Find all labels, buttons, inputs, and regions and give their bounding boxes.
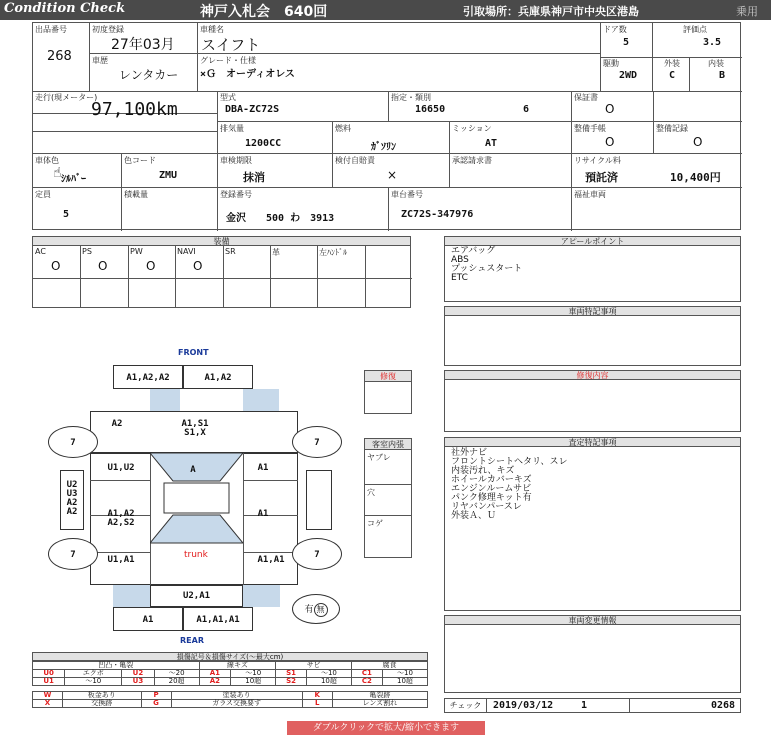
equipment-label-0: AC bbox=[35, 247, 46, 256]
grade: ×Ｇ オーディオレス bbox=[200, 69, 295, 80]
legend-cell: A1 bbox=[199, 670, 231, 678]
rear-bumper-right: A1,A1,A1 bbox=[183, 607, 253, 631]
mileage: 97,100km bbox=[91, 99, 178, 120]
assessment-title: 査定特記事項 bbox=[444, 437, 741, 447]
assessment-line: 内装汚れ、キズ bbox=[451, 466, 515, 476]
check-code: 0268 bbox=[711, 700, 736, 711]
legend-cell: C1 bbox=[351, 670, 382, 678]
legend-cell: ～20 bbox=[154, 670, 199, 678]
model-label: 型式 bbox=[220, 93, 236, 102]
zoom-hint-button[interactable]: ダブルクリックで拡大/縮小できます bbox=[287, 721, 485, 735]
drive-label: 駆動 bbox=[603, 59, 619, 68]
quarter-left: U1,A1 bbox=[107, 555, 135, 565]
legend-cell: エクボ bbox=[65, 670, 122, 678]
legend-cell: 10超 bbox=[306, 678, 351, 686]
special-notes-box bbox=[444, 306, 741, 366]
equipment-value-0: O bbox=[51, 259, 61, 273]
front-fender-left: U1,U2 bbox=[107, 463, 135, 473]
auction-title: 神戸入札会 640回 bbox=[200, 4, 328, 20]
capacity-label: 定員 bbox=[35, 190, 51, 199]
lot-number: 268 bbox=[47, 49, 72, 64]
pickup-location: 引取場所：兵庫県神戸市中央区港島 bbox=[463, 5, 639, 18]
mileage-label: 走行(現メーター) bbox=[35, 93, 98, 102]
legend-bottom-cell: G bbox=[141, 700, 171, 708]
equipment-value-1: O bbox=[98, 259, 108, 273]
taillight-right bbox=[243, 585, 280, 607]
legend-bottom-cell: 板金あり bbox=[63, 692, 142, 700]
check-label: チェック bbox=[445, 699, 487, 712]
tire-rear-left: 7 bbox=[48, 538, 98, 570]
tire-rear-right: 7 bbox=[292, 538, 342, 570]
front-door-left: A1,A2 A2,S2 bbox=[107, 509, 135, 528]
appeal-line: プッシュスタート bbox=[451, 264, 523, 274]
equipment-label-1: PS bbox=[82, 247, 92, 256]
windshield: A bbox=[190, 465, 196, 475]
legend-group: サビ bbox=[276, 662, 352, 670]
legend-cell: A2 bbox=[199, 678, 231, 686]
grade-label: グレード・仕様 bbox=[200, 56, 256, 65]
legend-bottom-cell: W bbox=[33, 692, 63, 700]
plate: 金沢 500 わ 3913 bbox=[226, 213, 335, 224]
load-label: 積載量 bbox=[124, 190, 148, 199]
legend-cell: 10超 bbox=[382, 678, 427, 686]
history: レンタカー bbox=[119, 68, 179, 82]
equipment-label-4: SR bbox=[225, 247, 236, 256]
first-reg-label: 初度登録 bbox=[92, 25, 124, 34]
warranty-label: 保証書 bbox=[574, 93, 598, 102]
front-bumper-right: A1,A2 bbox=[183, 365, 253, 389]
appeal-line: ETC bbox=[451, 273, 468, 283]
exterior-label: 外装 bbox=[664, 59, 680, 68]
fuel: ｶﾞｿﾘﾝ bbox=[371, 142, 396, 153]
interior-tear: ヤブレ bbox=[367, 453, 391, 462]
legend-cell: 10超 bbox=[231, 678, 276, 686]
legend-bottom-table bbox=[32, 691, 428, 708]
chassis-label: 車台番号 bbox=[391, 190, 423, 199]
color: ｼﾙﾊﾞｰ bbox=[61, 174, 86, 185]
rear-bumper-left: A1 bbox=[113, 607, 183, 631]
legend-cell: U0 bbox=[33, 670, 65, 678]
legend-group: 凹凸・亀裂 bbox=[33, 662, 200, 670]
fuel-label: 燃料 bbox=[335, 124, 351, 133]
assessment-line: リヤバンパースレ bbox=[451, 502, 522, 512]
interior-condition-box bbox=[364, 438, 412, 558]
check-row bbox=[444, 698, 741, 713]
legend-cell: ～10 bbox=[231, 670, 276, 678]
displacement: 1200CC bbox=[245, 138, 282, 149]
recycle-label: リサイクル料 bbox=[574, 156, 621, 165]
transmission-label: ミッション bbox=[452, 124, 492, 133]
legend-bottom-cell: 塗装あり bbox=[171, 692, 302, 700]
transmission: AT bbox=[485, 138, 498, 149]
inspection: 抹消 bbox=[243, 171, 265, 184]
front-fender-right: A1 bbox=[257, 463, 269, 473]
history-label: 車歴 bbox=[92, 56, 108, 65]
equipment-value-2: O bbox=[146, 259, 156, 273]
color-code: ZMU bbox=[159, 170, 178, 181]
side-right bbox=[306, 470, 332, 530]
doors: 5 bbox=[623, 37, 630, 48]
legend-cell: U1 bbox=[33, 678, 65, 686]
designation-label: 指定・類別 bbox=[391, 93, 431, 102]
doors-label: ドア数 bbox=[603, 25, 627, 34]
exterior-grade: C bbox=[669, 70, 676, 81]
spare-tire-indicator bbox=[292, 594, 340, 624]
chassis: ZC72S-347976 bbox=[401, 209, 474, 220]
recycle-fee: 10,400円 bbox=[670, 171, 721, 184]
appeal-box bbox=[444, 236, 741, 302]
front-bumper-left: A1,A2,A2 bbox=[113, 365, 183, 389]
spare-absent: 無 bbox=[314, 603, 328, 617]
change-info-box bbox=[444, 615, 741, 693]
legend-bottom-cell: X bbox=[33, 700, 63, 708]
hood-left: A2 bbox=[111, 419, 123, 429]
hood: A1,S1 S1,X bbox=[181, 419, 209, 438]
equipment-value-3: O bbox=[193, 259, 203, 273]
car-diagram bbox=[40, 340, 360, 650]
equipment-table bbox=[32, 236, 411, 308]
legend-bottom-cell: K bbox=[302, 692, 332, 700]
front-label: FRONT bbox=[178, 348, 209, 357]
repair-side-label: 修復 bbox=[364, 370, 412, 382]
legend-cell: U2 bbox=[122, 670, 154, 678]
auto-tax: × bbox=[387, 168, 398, 182]
equipment-label-2: PW bbox=[130, 247, 143, 256]
tire-front-right: 7 bbox=[292, 426, 342, 458]
capacity: 5 bbox=[63, 209, 70, 220]
manual: O bbox=[605, 135, 615, 149]
assessment-line: 外装Ａ、Ｕ bbox=[451, 511, 497, 521]
legend-title: 損傷記号＆損傷サイズ(～最大cm) bbox=[32, 652, 428, 661]
legend-bottom-cell: 亀裂跡 bbox=[332, 692, 427, 700]
damage-legend bbox=[32, 652, 428, 708]
repair-box bbox=[444, 370, 741, 432]
legend-cell: ～10 bbox=[65, 678, 122, 686]
assessment-lines bbox=[445, 446, 740, 524]
legend-bottom-cell: 交換跡 bbox=[63, 700, 142, 708]
legend-table bbox=[32, 661, 428, 686]
first-reg: 27年03月 bbox=[111, 37, 175, 53]
drive: 2WD bbox=[619, 70, 638, 81]
legend-cell: C2 bbox=[351, 678, 382, 686]
side-left: U2 U3 A2 A2 bbox=[60, 470, 84, 530]
auto-tax-label: 検付自賠責 bbox=[335, 156, 375, 165]
spare-present: 有 bbox=[304, 605, 314, 615]
appeal-line: ABS bbox=[451, 255, 469, 265]
check-date: 2019/03/12 bbox=[493, 700, 554, 711]
assessment-line: フロントシートヘタリ、スレ bbox=[451, 457, 568, 467]
headlight-left bbox=[150, 389, 180, 411]
interior-hole: 穴 bbox=[367, 488, 375, 497]
legend-group: 腐食 bbox=[351, 662, 427, 670]
inspection-label: 車検期限 bbox=[220, 156, 252, 165]
info-grid bbox=[32, 22, 741, 230]
approval-label: 承認請求書 bbox=[452, 156, 492, 165]
interior-condition-title: 客室内張 bbox=[364, 438, 412, 450]
interior-label: 内装 bbox=[708, 59, 724, 68]
lot-label: 出品番号 bbox=[35, 25, 67, 34]
equipment-label-6: 左ﾊﾝﾄﾞﾙ bbox=[319, 248, 347, 257]
legend-cell: U3 bbox=[122, 678, 154, 686]
rear-label: REAR bbox=[180, 636, 204, 645]
manual-label: 整備手帳 bbox=[574, 124, 606, 133]
repair-title: 修復内容 bbox=[444, 370, 741, 380]
tire-front-left: 7 bbox=[48, 426, 98, 458]
cursor-hand-icon: ☝ bbox=[53, 165, 62, 181]
legend-group: 線キズ bbox=[199, 662, 276, 670]
legend-cell: ～10 bbox=[382, 670, 427, 678]
score: 3.5 bbox=[703, 37, 722, 48]
recycle-status: 預託済 bbox=[585, 171, 618, 184]
headlight-right bbox=[243, 389, 279, 411]
repair-side-box bbox=[364, 370, 412, 414]
special-notes-title: 車両特記事項 bbox=[444, 306, 741, 316]
interior-burn: コゲ bbox=[367, 519, 383, 528]
legend-bottom-cell: ガラス交換要す bbox=[171, 700, 302, 708]
legend-cell: S2 bbox=[276, 678, 307, 686]
category: 6 bbox=[523, 104, 530, 115]
legend-cell: S1 bbox=[276, 670, 307, 678]
service-label: 整備記録 bbox=[656, 124, 688, 133]
condition-check-title: Condition Check bbox=[4, 1, 126, 16]
model: DBA-ZC72S bbox=[225, 104, 280, 115]
legend-cell: 20超 bbox=[154, 678, 199, 686]
car-name-label: 車種名 bbox=[200, 25, 224, 34]
displacement-label: 排気量 bbox=[220, 124, 244, 133]
legend-cell: ～10 bbox=[306, 670, 351, 678]
color-label: 車体色 bbox=[35, 156, 59, 165]
header-bar bbox=[0, 0, 771, 20]
plate-label: 登録番号 bbox=[220, 190, 252, 199]
assessment-line: ホイールカバーキズ bbox=[451, 475, 532, 485]
check-num: 1 bbox=[581, 700, 588, 711]
equipment-title: 装備 bbox=[32, 236, 411, 246]
score-label: 評価点 bbox=[683, 25, 707, 34]
rear-panel: U2,A1 bbox=[150, 585, 243, 607]
color-code-label: 色コード bbox=[124, 156, 156, 165]
welfare-label: 福祉車両 bbox=[574, 190, 606, 199]
taillight-left bbox=[113, 585, 150, 607]
assessment-line: 社外ナビ bbox=[451, 448, 488, 458]
change-info-title: 車両変更情報 bbox=[444, 615, 741, 625]
appeal-title: アピールポイント bbox=[444, 236, 741, 246]
service: O bbox=[693, 135, 703, 149]
assessment-box bbox=[444, 437, 741, 611]
appeal-line: エアバッグ bbox=[451, 246, 496, 256]
legend-bottom-cell: L bbox=[302, 700, 332, 708]
car-type: 乗用 bbox=[736, 5, 758, 18]
warranty: O bbox=[605, 102, 615, 116]
appeal-lines bbox=[445, 245, 740, 285]
legend-bottom-cell: P bbox=[141, 692, 171, 700]
car-name: スイフト bbox=[201, 36, 261, 54]
assessment-line: エンジンルームサビ bbox=[451, 484, 532, 494]
legend-bottom-cell: レンズ割れ bbox=[332, 700, 427, 708]
equipment-label-3: NAVI bbox=[177, 247, 196, 256]
assessment-line: パンク修理キット有 bbox=[451, 493, 532, 503]
interior-grade: B bbox=[719, 70, 726, 81]
quarter-right: A1,A1 bbox=[257, 555, 285, 565]
trunk-label: trunk bbox=[184, 550, 208, 560]
equipment-label-5: 革 bbox=[272, 248, 280, 257]
front-door-right: A1 bbox=[257, 509, 269, 519]
designation: 16650 bbox=[415, 104, 446, 115]
